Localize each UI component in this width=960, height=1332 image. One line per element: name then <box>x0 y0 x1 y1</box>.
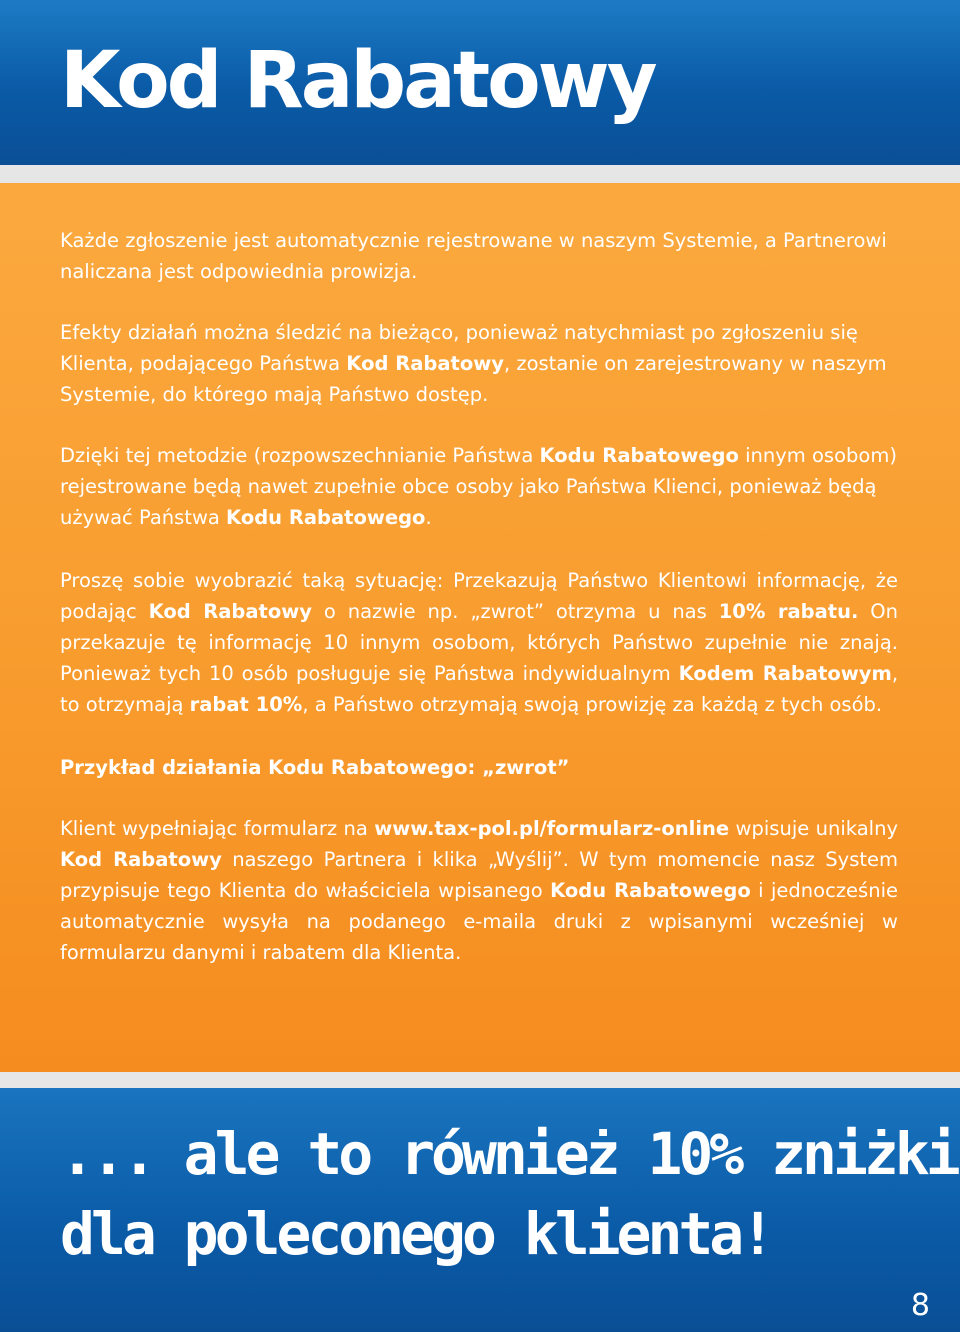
highlight-kodu-rabatowego: Kodu Rabatowego <box>539 444 739 467</box>
example-heading: Przykład działania Kodu Rabatowego: „zwrot” <box>60 756 570 779</box>
paragraph-method: Dzięki tej metodzie (rozpowszechnianie Państwa Kodu Rabatowego innym osobom) rejestrowane będą nawet zupełnie obce osoby jako Państwa Klienci, ponieważ będą używać Państwa Kodu Rabatowego. <box>60 444 897 529</box>
separator-top <box>0 165 960 183</box>
paragraph-registration: Każde zgłoszenie jest automatycznie rejestrowane w naszym Systemie, a Partnerowi naliczana jest odpowiednia prowizja. <box>60 229 887 283</box>
page-title: Kod Rabatowy <box>60 36 655 126</box>
header-band <box>0 0 960 165</box>
highlight-kodu-rabatowego: Kodu Rabatowego <box>550 879 751 902</box>
content-panel <box>0 183 960 1072</box>
slogan-line-1: ... ale to również 10% zniżki <box>60 1120 957 1188</box>
slogan <box>60 1114 957 1274</box>
slogan-line-2: dla poleconego klienta! <box>60 1200 772 1268</box>
highlight-kod-rabatowy: Kod Rabatowy <box>346 352 504 375</box>
highlight-rabat-percent: 10% rabatu. <box>718 600 859 623</box>
highlight-kodem-rabatowym: Kodem Rabatowym <box>678 662 892 685</box>
highlight-kod-rabatowy: Kod Rabatowy <box>148 600 312 623</box>
form-url-link[interactable]: www.tax-pol.pl/formularz-online <box>374 817 730 840</box>
paragraph-example: Klient wypełniając formularz na www.tax-pol.pl/formularz-online wpisuje unikalny Kod Rabatowy naszego Partnera i klika „Wyślij”. W tym momencie nasz System przypisuje tego Klienta do właściciela wpisanego Kodu Rabatowego i jednocześnie automatycznie wysyła na podanego e-maila druki z wpisanymi wcześniej w formularzu danymi i rabatem dla Klienta. <box>60 817 898 964</box>
highlight-kod-rabatowy: Kod Rabatowy <box>60 848 222 871</box>
highlight-kodu-rabatowego: Kodu Rabatowego <box>226 506 426 529</box>
separator-bottom <box>0 1072 960 1088</box>
highlight-rabat-10: rabat 10% <box>189 693 303 716</box>
page-number: 8 <box>910 1288 930 1323</box>
paragraph-scenario: Proszę sobie wyobrazić taką sytuację: Przekazują Państwo Klientowi informację, że podając Kod Rabatowy o nazwie np. „zwrot” otrzyma u nas 10% rabatu. On przekazuje tę informację 10 innym osobom, których Państwo zupełnie nie znają. Ponieważ tych 10 osób posługuje się Państwa indywidualnym Kodem Rabatowym, to otrzymają rabat 10%, a Państwo otrzymają swoją prowizję za każdą z tych osób. <box>60 569 899 716</box>
body-text <box>60 225 898 1000</box>
footer-band <box>0 1088 960 1332</box>
paragraph-tracking: Efekty działań można śledzić na bieżąco, ponieważ natychmiast po zgłoszeniu się Klienta, podającego Państwa Kod Rabatowy, zostanie on zarejestrowany w naszym Systemie, do którego mają Państwo dostęp. <box>60 321 887 406</box>
